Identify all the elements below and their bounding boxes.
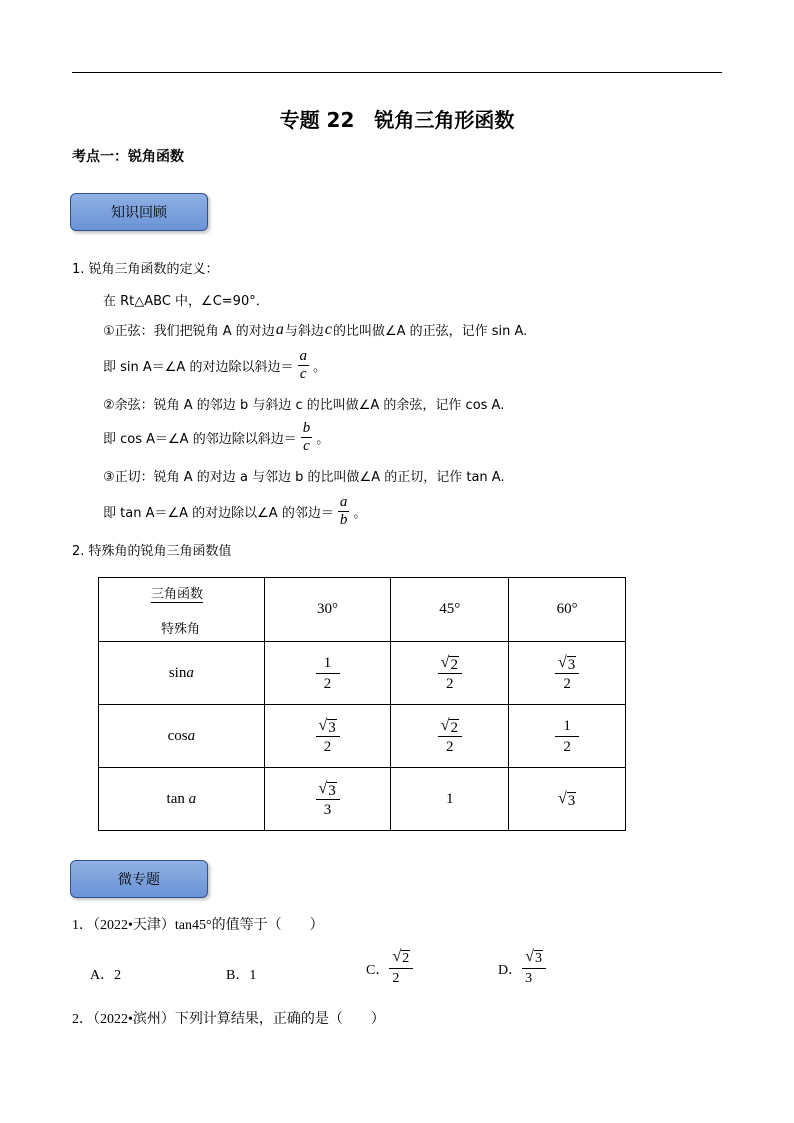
fraction-denominator: 2 [555,673,579,694]
function-variable: a [188,790,197,807]
function-name-cell [99,768,265,831]
header-angle-label: 特殊角 [161,622,201,637]
angle-header: 60° [509,578,626,642]
tangent-fraction [338,494,350,529]
option-d [498,948,546,989]
value-cell [391,705,509,768]
sine-equation [103,348,326,383]
value-fraction [438,653,462,694]
sqrt-fraction: √ 2 2 [389,948,413,989]
sine-definition [103,320,527,339]
function-name: cos [167,727,188,744]
sine-fraction [297,348,309,383]
value-cell [509,768,626,831]
denominator: 2 [389,968,413,989]
special-angle-table [98,577,626,831]
value-cell [391,642,509,705]
radicand: 3 [567,656,576,673]
knowledge-review-tag: 知识回顾 [70,193,208,231]
cosine-equation [103,420,329,455]
table-row [99,642,626,705]
value-cell [264,768,391,831]
function-variable: a [186,664,194,681]
function-variable: a [187,727,196,744]
sine-def-text: 的比叫做∠A 的正弦，记作 sin A. [332,324,528,339]
table-header-corner [99,578,265,642]
fraction-denominator: 3 [316,799,340,820]
function-name: sin [168,664,187,681]
special-angles-heading: 2. 特殊角的锐角三角函数值 [72,544,232,559]
fraction-numerator: √ 2 [440,716,458,736]
value-fraction [315,779,339,820]
angle-header: 30° [264,578,391,642]
fraction-denominator: 2 [555,736,579,757]
fraction-numerator: 1 [563,717,571,734]
angle-header: 45° [391,578,509,642]
value-fraction [555,716,579,757]
fraction-denominator: 2 [438,673,462,694]
radicand: 2 [450,719,458,736]
fraction-denominator: 2 [316,673,340,694]
fraction-denominator: c [303,438,310,454]
function-name-cell [99,642,265,705]
square-root: √ 3 [557,789,576,809]
option-a: A．2 [90,968,122,983]
value-fraction [438,716,462,757]
fraction-numerator: √ 3 [318,716,336,736]
table-row [99,705,626,768]
option-b: B．1 [226,968,257,983]
cosine-fraction [301,420,313,455]
value-cell [264,642,391,705]
value-fraction [315,716,339,757]
value-cell [264,705,391,768]
header-function-label: 三角函数 [151,583,203,603]
period: 。 [316,432,330,447]
value-cell [509,705,626,768]
radicand: 2 [450,656,458,673]
cos-eq-text: 即 cos A＝∠A 的邻边除以斜边＝ [103,432,297,447]
header-rule [72,72,722,73]
radicand: 3 [328,719,336,736]
denominator: 3 [522,968,546,989]
sine-eq-text: 即 sin A＝∠A 的对边除以斜边＝ [103,360,294,375]
value-cell [509,642,626,705]
fraction-denominator: 2 [316,736,340,757]
radicand: 3 [535,951,543,966]
period: 。 [312,360,326,375]
fraction-denominator: c [299,366,307,382]
tan-eq-text: 即 tan A＝∠A 的对边除以∠A 的邻边＝ [103,506,334,521]
value-cell [391,768,509,831]
period: 。 [353,506,367,521]
sine-def-text: ①正弦：我们把锐角 A 的对边 [103,324,275,339]
context-line: 在 Rt△ABC 中，∠C=90°． [103,294,269,309]
tangent-equation [103,494,366,529]
sqrt-fraction: √ 3 3 [522,948,546,989]
radicand: 3 [328,782,336,799]
micro-topic-tag: 微专题 [70,860,208,898]
function-name: tan [166,790,189,807]
radicand: 2 [402,951,410,966]
value-fraction [555,653,579,694]
value-fraction [316,653,340,694]
fraction-numerator: √ 3 [318,779,336,799]
function-name-cell [99,705,265,768]
question-2: 2．（2022•滨州）下列计算结果，正确的是（ ） [72,1012,385,1027]
tangent-definition: ③正切：锐角 A 的对边 a 与邻边 b 的比叫做∠A 的正切，记作 tan A. [103,470,505,485]
fraction-numerator: 1 [323,654,332,671]
option-label: D． [498,962,523,978]
fraction-numerator: a [299,348,307,364]
fraction-denominator: b [339,512,348,528]
question-1: 1．（2022•天津）tan45°的值等于（ ） [72,918,324,933]
table-row [99,768,626,831]
fraction-denominator: 2 [438,736,462,757]
page-title: 专题 22 锐角三角形函数 [279,108,515,132]
definition-heading: 1. 锐角三角函数的定义： [72,262,219,277]
fraction-numerator: a [339,494,348,510]
section-heading: 考点一：锐角函数 [72,149,184,165]
radicand: 3 [567,792,576,809]
fraction-numerator: b [302,420,311,436]
option-label: C． [366,962,390,978]
var-c: c [324,320,332,338]
sine-def-text: 与斜边 [284,324,324,339]
var-a: a [275,320,284,338]
value-text: 1 [446,790,454,807]
fraction-numerator: √ 2 [440,653,458,673]
fraction-numerator: √ 3 [557,653,576,673]
option-c [366,948,413,989]
cosine-definition: ②余弦：锐角 A 的邻边 b 与斜边 c 的比叫做∠A 的余弦，记作 cos A. [103,398,505,413]
